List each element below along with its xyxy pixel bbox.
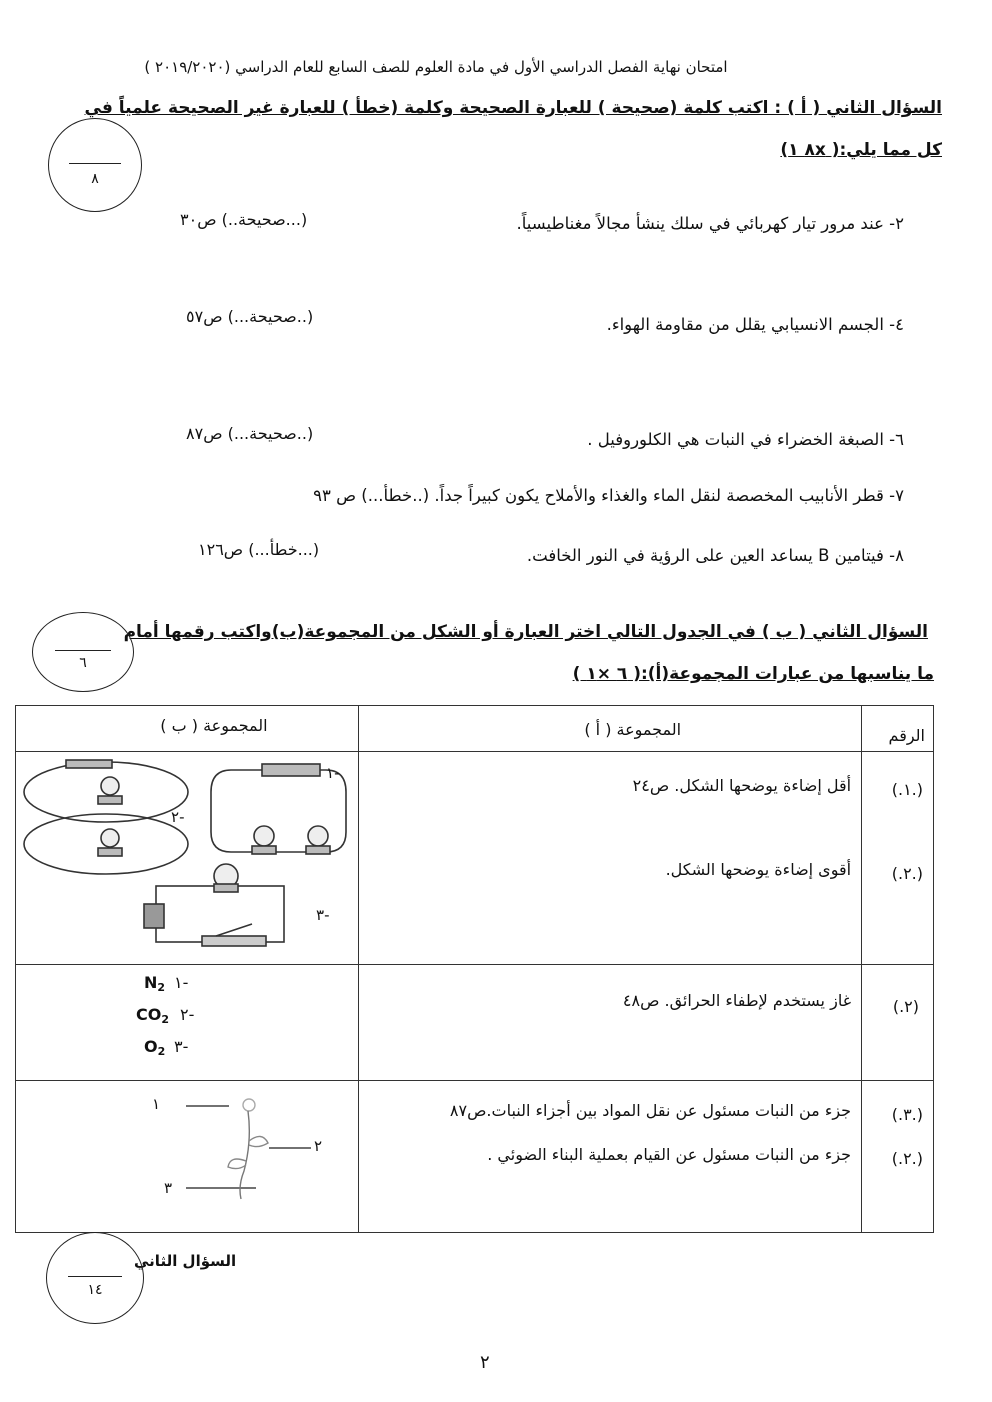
switch-circuit-figure [144,864,284,946]
score-line [55,650,111,651]
score-line [69,163,121,164]
page-number: ٢ [480,1352,490,1373]
num-cell [862,965,934,1081]
table-row [16,965,934,1081]
answer-number: (.٣.) [891,1105,923,1124]
header-group-b: المجموعة ( ب ) [16,706,359,752]
answer-number: (.٢.) [891,1149,923,1168]
group-a-text: أقوى إضاءة يوضحها الشكل. [665,860,852,879]
circuit-label-1: -١ [326,764,340,782]
score-value: ٨ [91,170,99,187]
statement-2: ٢- عند مرور تيار كهربائي في سلك ينشأ مجالاً مغناطيسياً. [516,214,904,233]
circuit-label-3: -٣ [316,906,330,924]
plant-label-1: ١ [152,1095,161,1113]
header-group-a: المجموعة ( أ ) [358,706,861,752]
section-b-heading-line1: السؤال الثاني ( ب ) في الجدول التالي اختر العبارة أو الشكل من المجموعة(ب)واكتب رقمها أمام [123,622,928,642]
matching-table [15,705,934,1233]
exam-title: امتحان نهاية الفصل الدراسي الأول في مادة العلوم للصف السابع للعام الدراسي (٢٠١٩/٢٠٢٠ ) [144,58,728,76]
group-a-text: غاز يستخدم لإطفاء الحرائق. ص٤٨ [622,991,852,1010]
gas-options [16,965,359,1081]
answer-number: (٢.) [892,997,919,1016]
group-a-cell [358,752,861,965]
plant-figure-cell [16,1081,359,1233]
group-a-text: جزء من النبات مسئول عن نقل المواد بين أجزاء النبات.ص٨٧ [449,1101,852,1120]
gas-o2: O2 [144,1037,166,1058]
num-cell [862,1081,934,1233]
table-row [16,752,934,965]
total-label: السؤال الثاني [134,1252,237,1270]
plant-diagram [16,1081,358,1231]
score-value: ٦ [79,655,87,672]
group-a-text: جزء من النبات مسئول عن القيام بعملية البناء الضوئي . [487,1145,852,1164]
circuit-diagrams [16,752,358,964]
answer-6: (..صحيحة...) ص٨٧ [186,424,314,443]
statement-4: ٤- الجسم الانسيابي يقلل من مقاومة الهواء. [606,315,904,334]
table-header-row [16,706,934,752]
answer-2: (...صحيحة..) ص٣٠ [180,210,308,229]
group-a-cell [358,965,861,1081]
score-circle-a [48,118,142,212]
total-score-circle [46,1232,144,1324]
answer-8: (...خطأ...) ص١٢٦ [198,540,320,559]
total-score-value: ١٤ [87,1281,103,1298]
answer-4: (..صحيحة...) ص٥٧ [186,307,314,326]
answer-number: (.١.) [891,780,923,799]
circuit-label-2: -٢ [171,808,185,826]
table-row [16,1081,934,1233]
gas-n2: N2 [144,973,166,994]
gas-co2: CO2 [136,1005,169,1026]
plant-label-3: ٣ [164,1179,173,1197]
statement-6: ٦- الصبغة الخضراء في النبات هي الكلوروفيل . [587,430,904,449]
gas-label-3: -٣ [174,1037,189,1056]
statement-7: ٧- قطر الأنابيب المخصصة لنقل الماء والغذاء والأملاح يكون كبيراً جداً. (..خطأ...) ص ٩٣ [313,486,904,505]
statement-8: ٨- فيتامين B يساعد العين على الرؤية في النور الخافت. [526,546,904,565]
gas-label-1: -١ [174,973,189,992]
header-num: الرقم [862,706,934,752]
section-a-heading-line2: كل مما يلي:( ٨x ١) [780,140,942,160]
score-circle-b [32,612,134,692]
score-line [68,1276,122,1277]
circuit-figures [16,752,359,965]
group-a-text: أقل إضاءة يوضحها الشكل. ص٢٤ [632,776,852,795]
parallel-circuit-figure [24,760,188,874]
section-a-heading-line1: السؤال الثاني ( أ ) : اكتب كلمة (صحيحة ) للعبارة الصحيحة وكلمة (خطأ ) للعبارة غير الصحيحة علمياً في [84,98,942,118]
plant-label-2: ٢ [314,1137,323,1155]
section-b-heading-line2: ما يناسبها من عبارات المجموعة(أ):( ٦ ×١ ) [572,664,934,684]
gas-label-2: -٢ [180,1005,195,1024]
group-a-cell [358,1081,861,1233]
num-cell [862,752,934,965]
answer-number: (.٢.) [891,864,923,883]
